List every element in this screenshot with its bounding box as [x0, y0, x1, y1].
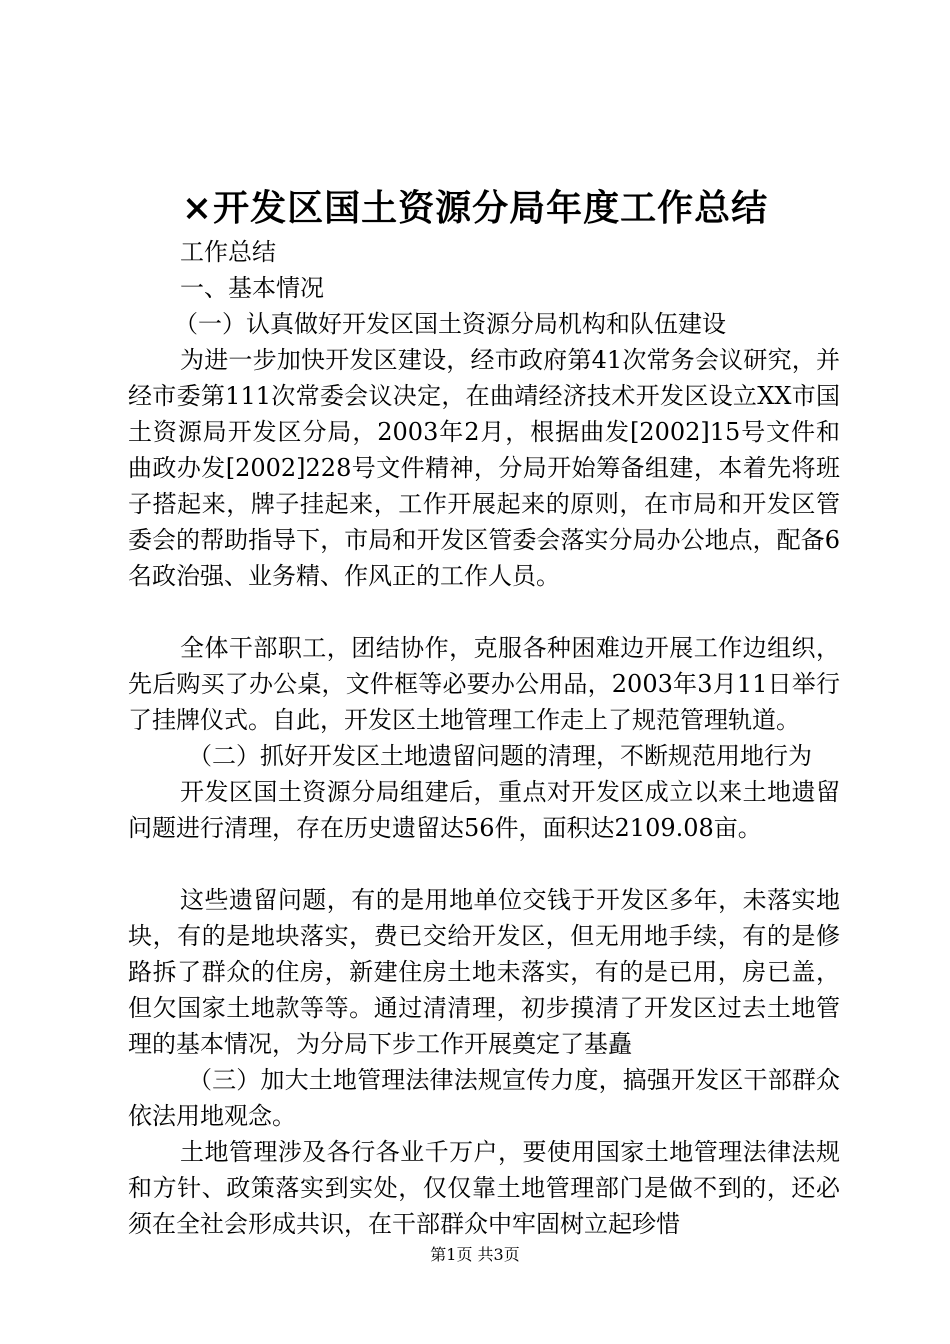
subsection-heading-1: （一）认真做好开发区国土资源分局机构和队伍建设 [174, 310, 726, 338]
paragraph-summary-label: 工作总结 [180, 238, 276, 266]
paragraph: 这些遗留问题，有的是用地单位交钱于开发区多年，未落实地块，有的是地块落实，费已交给开发区，但无用地手续，有的是修路拆了群众的住房，新建住房土地未落实，有的是已用，房已盖，但欠国家土地款等等。通过清清理，初步摸清了开发区过去土地管理的基本情况，为分局下步工作开展奠定了基矗 [128, 886, 840, 1058]
document-title: ×开发区国土资源分局年度工作总结 [181, 187, 769, 229]
subsection-heading-2: （二）抓好开发区土地遗留问题的清理，不断规范用地行为 [188, 742, 812, 770]
paragraph: 为进一步加快开发区建设，经市政府第41次常务会议研究，并经市委第111次常委会议决定，在曲靖经济技术开发区设立XX市国土资源局开发区分局，2003年2月，根据曲发[2002]15号文件和曲政办发[2002]228号文件精神，分局开始筹备组建，本着先将班子搭起来，牌子挂起来，工作开展起来的原则，在市局和开发区管委会的帮助指导下，市局和开发区管委会落实分局办公地点，配备6名政治强、业务精、作风正的工作人员。 [128, 346, 840, 590]
page-number-footer: 第1页 共3页 [430, 1245, 520, 1264]
subsection-heading-3: （三）加大土地管理法律法规宣传力度，搞强开发区干部群众依法用地观念。 [128, 1066, 840, 1130]
paragraph: 开发区国土资源分局组建后，重点对开发区成立以来土地遗留问题进行清理，存在历史遗留达56件，面积达2109.08亩。 [128, 778, 840, 842]
section-heading-basic-situation: 一、基本情况 [180, 274, 324, 302]
paragraph: 土地管理涉及各行各业千万户，要使用国家土地管理法律法规和方针、政策落实到实处，仅仅靠土地管理部门是做不到的，还必须在全社会形成共识，在干部群众中牢固树立起珍惜 [128, 1138, 840, 1238]
document-body [128, 234, 840, 1242]
paragraph: 全体干部职工，团结协作，克服各种困难边开展工作边组织，先后购买了办公桌，文件框等必要办公用品，2003年3月11日举行了挂牌仪式。自此，开发区土地管理工作走上了规范管理轨道。 [128, 634, 840, 734]
